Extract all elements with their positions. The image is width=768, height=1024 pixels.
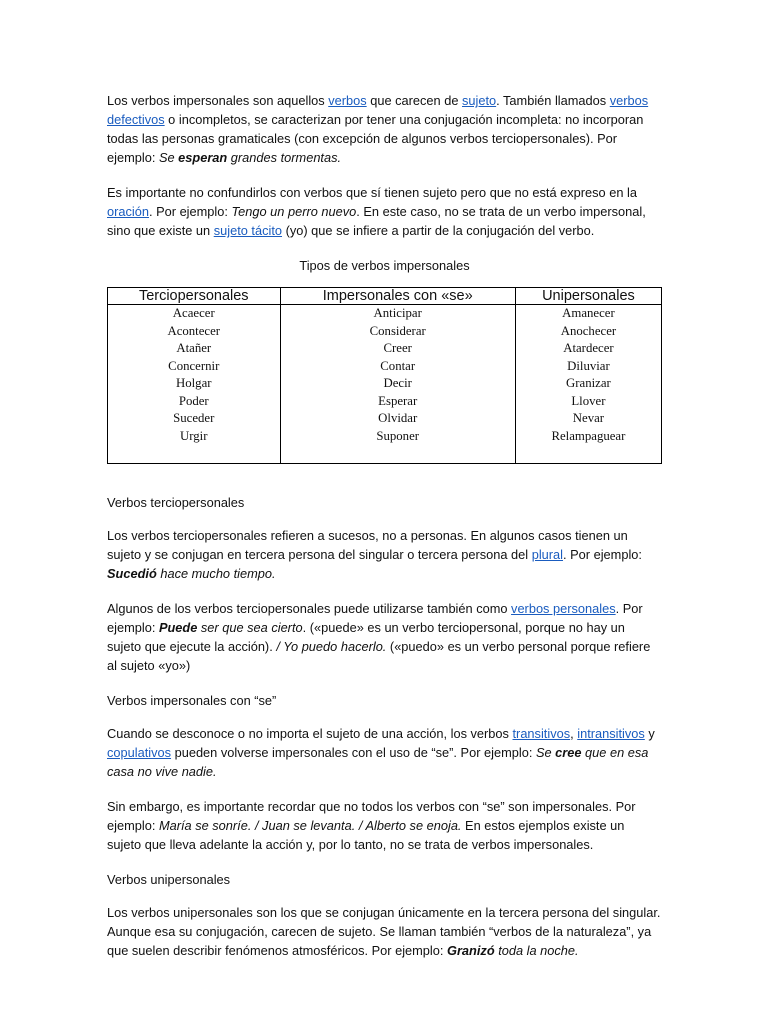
example-verb: Granizó (447, 943, 495, 958)
column-impersonales-se (280, 305, 515, 464)
table-cell: Acontecer (167, 323, 221, 338)
example-text: Tengo un perro nuevo (231, 204, 357, 219)
table-cell: Anochecer (560, 323, 617, 338)
example-verb: esperan (178, 150, 228, 165)
table-cell: Poder (178, 393, 209, 408)
link-intransitivos[interactable]: intransitivos (577, 726, 645, 741)
text: o incompletos, se caracterizan por tener una conjugación incompleta: no incorporan todas las personas gramaticales (con excepción de algunos verbos terciopersonales). Por ejemplo: (107, 112, 644, 165)
text: . Por ejemplo: (107, 601, 643, 635)
link-verbos-personales[interactable]: verbos personales (511, 601, 616, 616)
text: , (570, 726, 578, 741)
example-verb: cree (555, 745, 582, 760)
example-verb: Sucedió (107, 566, 157, 581)
intro-paragraph (107, 91, 662, 167)
table-cell: Suponer (376, 428, 420, 443)
link-transitivos[interactable]: transitivos (512, 726, 571, 741)
table-cell: Diluviar (567, 358, 610, 373)
text: que carecen de (366, 93, 462, 108)
table-header-row (108, 288, 662, 305)
link-oracion[interactable]: oración (107, 204, 149, 219)
verb-types-table (107, 287, 662, 464)
text: . («puede» es un verbo terciopersonal, porque no hay un sujeto que ejecute la acción). (107, 620, 625, 654)
table-cell: Atardecer (563, 341, 614, 355)
text: Sin embargo, es importante recordar que no todos los verbos con “se” son impersonales. Por ejemplo: (107, 799, 636, 833)
document-content (107, 91, 662, 976)
header-unipersonales: Unipersonales (515, 288, 661, 305)
table-cell: Atañer (176, 341, 212, 355)
text: Algunos de los verbos terciopersonales puede utilizarse también como (107, 601, 512, 616)
table-cell: Olvidar (378, 411, 418, 425)
terciopersonales-paragraph-2 (107, 599, 662, 675)
impersonales-se-paragraph-2 (107, 797, 662, 854)
link-sujeto[interactable]: sujeto (462, 93, 497, 108)
example-text: que en esa casa no vive nadie. (107, 745, 649, 779)
example-text: / Yo puedo hacerlo. (276, 639, 387, 654)
column-unipersonales (515, 305, 661, 464)
header-impersonales-se: Impersonales con «se» (280, 288, 515, 305)
table-cell: Contar (380, 358, 416, 373)
example-verb: Puede (158, 620, 198, 635)
text: pueden volverse impersonales con el uso de “se”. Por ejemplo: (171, 745, 536, 760)
text: . Por ejemplo: (148, 204, 232, 219)
text: . En este caso, no se trata de un verbo impersonal, sino que existe un (107, 204, 646, 238)
example-text: toda la noche. (494, 943, 579, 958)
example-text: hace mucho tiempo. (156, 566, 276, 581)
table-cell: Creer (383, 341, 412, 355)
link-verbos-defectivos[interactable]: verbos defectivos (107, 93, 649, 127)
table-cell: Suceder (173, 411, 215, 425)
table-cell: Nevar (572, 411, 605, 425)
unipersonales-paragraph (107, 903, 662, 960)
column-terciopersonales (108, 305, 281, 464)
text: («puedo» es un verbo personal porque refiere al sujeto «yo») (107, 639, 651, 673)
text: . Por ejemplo: (563, 547, 642, 562)
example-text: María se sonríe. / Juan se levanta. / Alberto se enoja. (158, 818, 462, 833)
example-text: Se (535, 745, 556, 760)
link-sujeto-tacito[interactable]: sujeto tácito (213, 223, 283, 238)
table-cell: Decir (383, 376, 412, 390)
terciopersonales-paragraph-1 (107, 526, 662, 583)
header-terciopersonales: Terciopersonales (108, 288, 281, 305)
text: Los verbos terciopersonales refieren a sucesos, no a personas. En algunos casos tienen un sujeto y se conjugan en tercera persona del singular o tercera persona del (107, 528, 628, 562)
example-text: grandes tormentas. (227, 150, 342, 165)
text: Cuando se desconoce o no importa el sujeto de una acción, los verbos (107, 726, 513, 741)
text: En estos ejemplos existe un sujeto que lleva adelante la acción y, por lo tanto, no se trata de verbos impersonales. (107, 818, 625, 852)
text: y (644, 726, 655, 741)
table-cell: Esperar (378, 393, 418, 408)
link-copulativos[interactable]: copulativos (107, 745, 172, 760)
heading-unipersonales: Verbos unipersonales (107, 872, 231, 887)
clarification-paragraph (107, 183, 662, 240)
link-plural[interactable]: plural (531, 547, 564, 562)
table-cell: Acaecer (172, 306, 215, 320)
table-cell: Relampaguear (551, 428, 626, 443)
text: (yo) que se infiere a partir de la conjugación del verbo. (282, 223, 595, 238)
text: Los verbos impersonales son aquellos (107, 93, 329, 108)
link-verbos[interactable]: verbos (328, 93, 367, 108)
table-cell: Holgar (175, 376, 212, 390)
example-text: ser que sea cierto (197, 620, 303, 635)
table-cell: Considerar (369, 323, 426, 338)
text: Es importante no confundirlos con verbos que sí tienen sujeto pero que no está expreso en la (107, 185, 637, 200)
table-cell: Llover (571, 393, 606, 408)
impersonales-se-paragraph-1 (107, 724, 662, 781)
table-cell: Granizar (566, 376, 611, 390)
table-cell: Urgir (180, 428, 208, 443)
heading-terciopersonales: Verbos terciopersonales (107, 495, 245, 510)
table-cell: Amanecer (562, 306, 615, 320)
table-cell: Anticipar (373, 306, 422, 320)
text: Los verbos unipersonales son los que se conjugan únicamente en la tercera persona del singular. Aunque esa su conjugación, carecen de sujeto. Se llaman también “verbos de la naturaleza”, ya que suelen describir fenómenos atmosféricos. Por ejemplo: (107, 905, 661, 958)
text: . También llamados (496, 93, 610, 108)
heading-impersonales-se: Verbos impersonales con “se” (107, 693, 277, 708)
example-text: Se (158, 150, 179, 165)
table-cell: Concernir (168, 358, 220, 373)
table-body-row (108, 305, 662, 464)
table-title: Tipos de verbos impersonales (299, 258, 470, 273)
